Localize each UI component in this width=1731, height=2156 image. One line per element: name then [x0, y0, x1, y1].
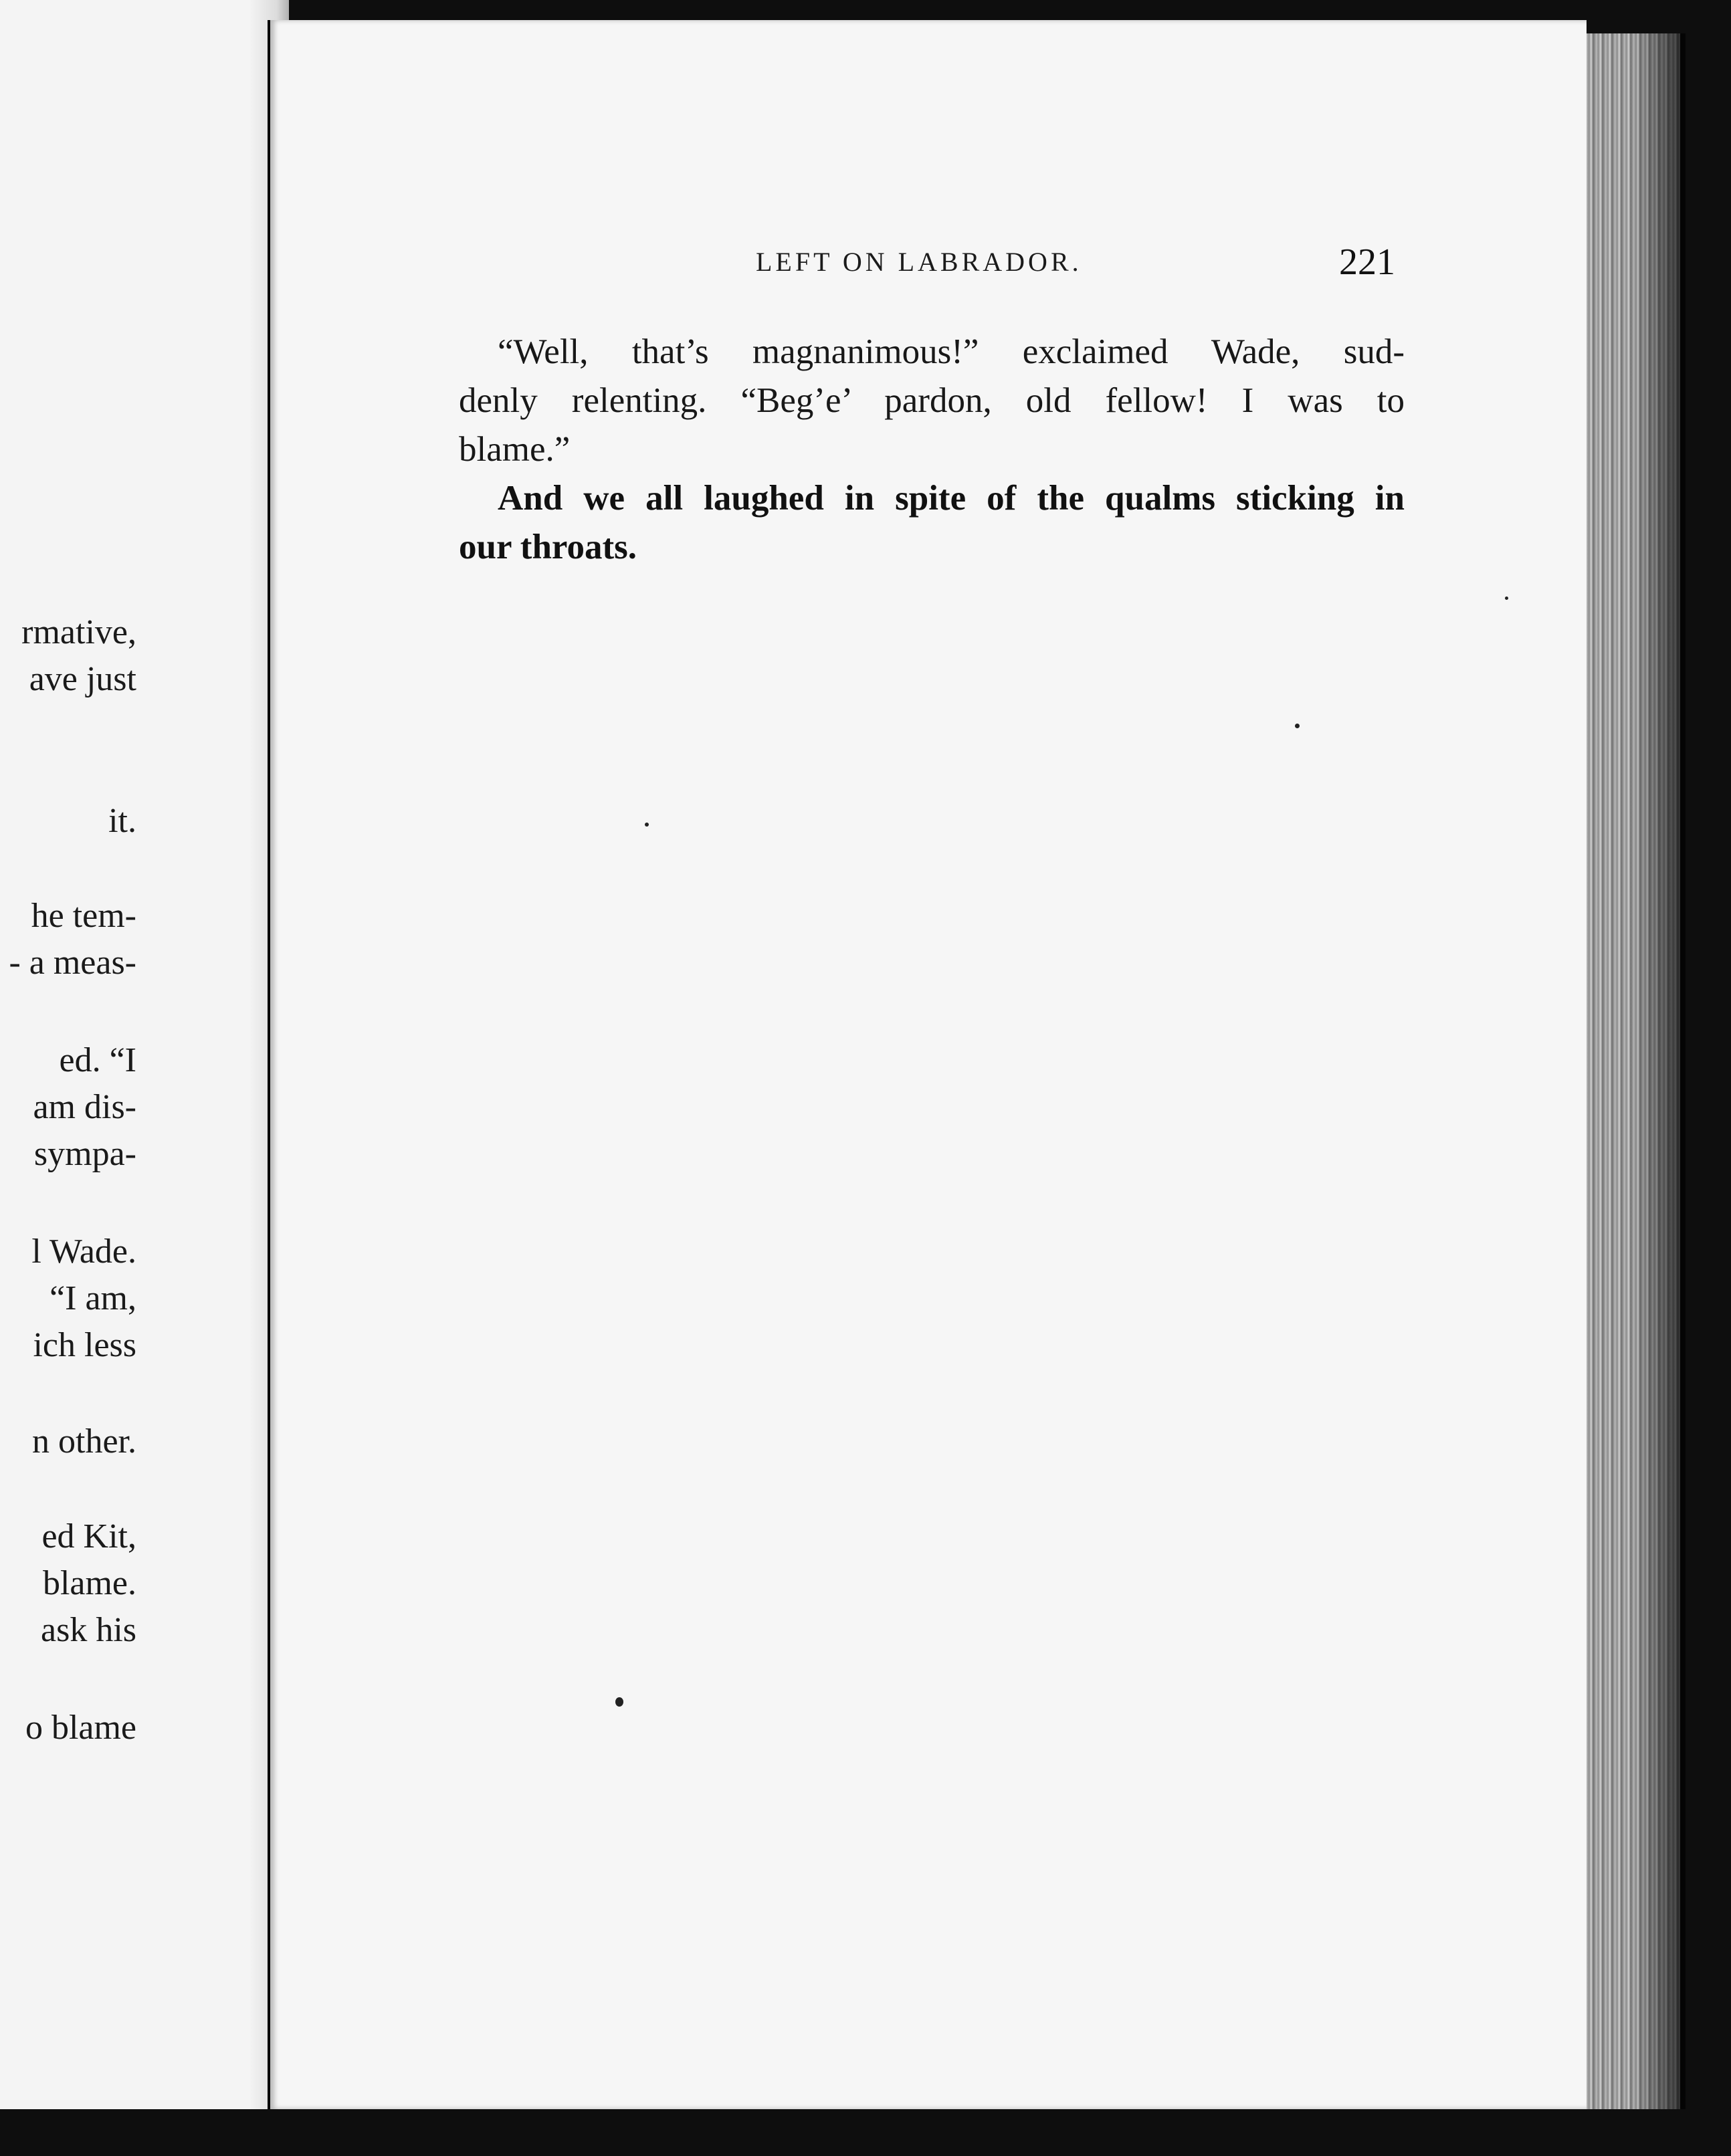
text-line: our throats.: [459, 528, 637, 566]
text-line: “Well, that’s magnanimous!” exclaimed Wade, sud-: [498, 332, 1405, 371]
left-page-line: ed. “I: [59, 1041, 136, 1079]
body-text: [459, 328, 1405, 572]
paper-speck: [615, 1697, 623, 1707]
paper-speck: [1295, 724, 1300, 728]
left-page-line: sympa-: [33, 1135, 136, 1173]
left-page-line: l Wade.: [31, 1232, 136, 1271]
running-head: LEFT ON LABRADOR.: [756, 247, 1082, 277]
left-facing-page: [0, 0, 289, 2109]
page-number: 221: [1339, 241, 1395, 283]
left-page-line: ave just: [29, 660, 136, 698]
text-line: blame.”: [459, 430, 571, 469]
left-page-line: ich less: [33, 1326, 136, 1364]
left-page-line: - a meas-: [9, 944, 136, 982]
left-page-line: ed Kit,: [41, 1517, 136, 1555]
left-page-line: am dis-: [33, 1088, 136, 1126]
left-page-line: it.: [108, 802, 136, 840]
left-page-line: o blame: [25, 1709, 136, 1747]
paragraph: [459, 328, 1405, 474]
left-page-line: n other.: [32, 1422, 136, 1461]
left-page-line: he tem-: [31, 897, 136, 935]
left-page-line: “I am,: [49, 1279, 136, 1317]
left-page-line: blame.: [42, 1564, 136, 1602]
page-stack-shadow: [1632, 33, 1686, 2109]
left-page-line: ask his: [41, 1611, 136, 1649]
paper-speck: [645, 823, 649, 827]
paper-speck: [1505, 597, 1508, 600]
paragraph: [459, 474, 1405, 572]
text-line: denly relenting. “Beg’e’ pardon, old fellow! I was to: [459, 381, 1405, 420]
text-line: And we all laughed in spite of the qualms sticking in: [498, 479, 1405, 518]
left-page-line: rmative,: [21, 613, 136, 651]
